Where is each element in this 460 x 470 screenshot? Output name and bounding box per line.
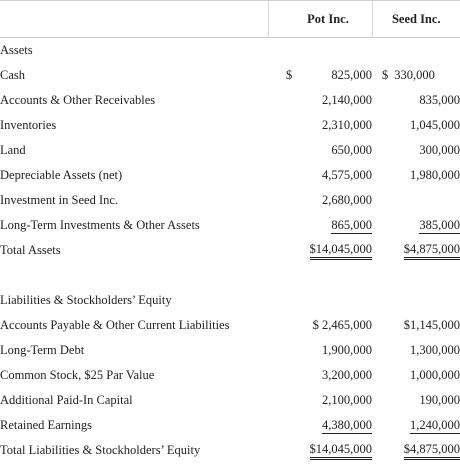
row-label: Investment in Seed Inc. (0, 193, 119, 207)
pot-total: $14,045,000 (310, 242, 373, 260)
pot-value: 2,100,000 (322, 393, 372, 407)
table-row (0, 413, 460, 438)
row-label: Cash (0, 68, 25, 82)
pot-value: 825,000 (331, 68, 372, 82)
seed-value: 1,045,000 (410, 118, 460, 132)
seed-value: 1,240,000 (410, 417, 460, 432)
row-label: Accounts Payable & Other Current Liabilities (0, 318, 230, 332)
section-title-liabilities: Liabilities & Stockholders’ Equity (0, 293, 172, 307)
row-label: Accounts & Other Receivables (0, 93, 156, 107)
section-title-assets: Assets (0, 43, 33, 57)
table-row (0, 163, 460, 188)
seed-value: 1,000,000 (410, 368, 460, 382)
column-header-seed: Seed Inc. (372, 1, 460, 38)
table-row (0, 188, 460, 213)
pot-value: 3,200,000 (322, 368, 372, 382)
table-row (0, 63, 460, 88)
seed-value: 190,000 (419, 393, 460, 407)
row-label: Additional Paid-In Capital (0, 393, 133, 407)
seed-value (372, 188, 460, 213)
seed-value: 1,300,000 (410, 343, 460, 357)
pot-value: 4,380,000 (322, 417, 372, 432)
total-label: Total Assets (0, 243, 61, 257)
seed-value: $1,145,000 (403, 318, 460, 332)
pot-value: 2,680,000 (322, 193, 372, 207)
table-row (0, 213, 460, 238)
total-row-liabilities (0, 438, 460, 463)
table-row (0, 313, 460, 338)
seed-value: 385,000 (419, 217, 460, 232)
pot-value: $ 2,465,000 (312, 318, 372, 332)
table-row (0, 388, 460, 413)
row-label: Depreciable Assets (net) (0, 168, 123, 182)
pot-value: 650,000 (331, 143, 372, 157)
row-label: Long-Term Debt (0, 343, 85, 357)
table-row (0, 363, 460, 388)
row-label: Inventories (0, 118, 57, 132)
pot-total: $14,045,000 (310, 442, 373, 460)
seed-value: 300,000 (419, 143, 460, 157)
column-header-pot: Pot Inc. (268, 1, 372, 38)
row-label: Long-Term Investments & Other Assets (0, 218, 200, 232)
seed-total: $4,875,000 (404, 242, 460, 260)
header-row (0, 1, 460, 38)
seed-value: 835,000 (419, 93, 460, 107)
table-row (0, 338, 460, 363)
seed-total: $4,875,000 (404, 442, 460, 460)
total-row-assets (0, 238, 460, 263)
table-row (0, 138, 460, 163)
seed-value: 1,980,000 (410, 168, 460, 182)
seed-value: 330,000 (394, 68, 435, 82)
pot-value: 865,000 (331, 217, 372, 232)
table-row (0, 88, 460, 113)
spacer-row (0, 263, 460, 288)
row-label: Common Stock, $25 Par Value (0, 368, 155, 382)
currency-symbol: $ (286, 68, 293, 82)
pot-value: 2,310,000 (322, 118, 372, 132)
row-label: Retained Earnings (0, 418, 92, 432)
table-row (0, 113, 460, 138)
currency-symbol: $ (382, 68, 389, 82)
total-label: Total Liabilities & Stockholders’ Equity (0, 443, 201, 457)
pot-value: 1,900,000 (322, 343, 372, 357)
pot-value: 2,140,000 (322, 93, 372, 107)
section-row-liabilities (0, 288, 460, 313)
pot-value: 4,575,000 (322, 168, 372, 182)
section-row-assets (0, 38, 460, 64)
header-blank (0, 1, 268, 38)
row-label: Land (0, 143, 26, 157)
